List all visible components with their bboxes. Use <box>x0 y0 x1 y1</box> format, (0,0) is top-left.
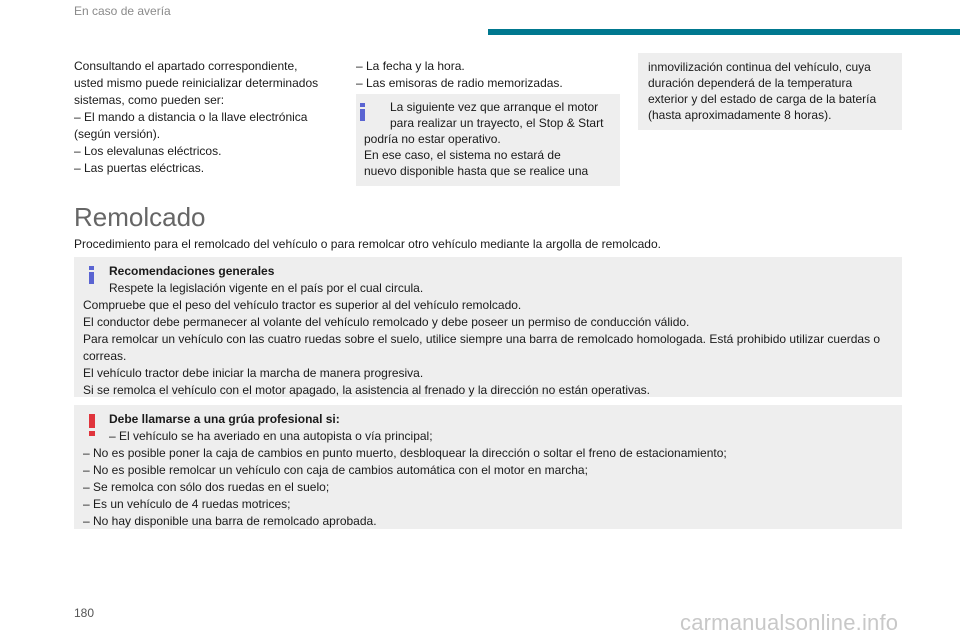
text-line: Compruebe que el peso del vehículo tractor es superior al del vehículo remolcado. <box>83 298 522 312</box>
text-line: exterior y del estado de carga de la batería <box>648 92 877 106</box>
text-line: Si se remolca el vehículo con el motor apagado, la asistencia al frenado y la dirección no están operativas. <box>83 383 650 397</box>
text-line: usted mismo puede reinicializar determinados <box>74 76 319 90</box>
text-line: duración dependerá de la temperatura <box>648 76 853 90</box>
text-line: podría no estar operativo. <box>364 132 501 146</box>
text-line: – No es posible poner la caja de cambios en punto muerto, desbloquear la dirección o soltar el freno de estacionamiento; <box>83 446 727 460</box>
running-header: En caso de avería <box>74 4 171 18</box>
immobilization-info-box <box>638 53 902 130</box>
text-line: correas. <box>83 349 127 363</box>
text-line: nuevo disponible hasta que se realice una <box>364 164 589 178</box>
section-intro: Procedimiento para el remolcado del vehículo o para remolcar otro vehículo mediante la argolla de remolcado. <box>74 237 661 251</box>
column-2-text <box>356 58 620 92</box>
watermark: carmanualsonline.info <box>680 610 899 635</box>
text-line: – No es posible remolcar un vehículo con caja de cambios automática con el motor en marcha; <box>83 463 588 477</box>
warning-heading: Debe llamarse a una grúa profesional si: <box>109 412 340 426</box>
warning-box <box>74 405 902 529</box>
text-line: – Se remolca con sólo dos ruedas en el suelo; <box>83 480 330 494</box>
warning-text <box>83 411 727 530</box>
text-line: inmovilización continua del vehículo, cuya <box>648 60 871 74</box>
text-line: Respete la legislación vigente en el país por el cual circula. <box>109 281 424 295</box>
text-line: – Las emisoras de radio memorizadas. <box>356 76 563 90</box>
recommendations-heading: Recomendaciones generales <box>109 264 275 278</box>
text-line: – No hay disponible una barra de remolcado aprobada. <box>83 514 377 528</box>
text-line: (hasta aproximadamente 8 horas). <box>648 108 832 122</box>
text-line: El vehículo tractor debe iniciar la marcha de manera progresiva. <box>83 366 424 380</box>
page-number: 180 <box>74 606 95 620</box>
recommendations-box <box>74 257 902 397</box>
section-title: Remolcado <box>74 202 206 232</box>
text-line: sistemas, como pueden ser: <box>74 93 225 107</box>
text-line: para realizar un trayecto, el Stop & Start <box>390 116 604 130</box>
text-line: – Es un vehículo de 4 ruedas motrices; <box>83 497 291 511</box>
text-line: En ese caso, el sistema no estará de <box>364 148 561 162</box>
info-box-text <box>648 59 876 123</box>
header-accent-bar <box>488 29 960 35</box>
text-line: Para remolcar un vehículo con las cuatro ruedas sobre el suelo, utilice siempre una barra de remolcado homologada. Está prohibido utilizar cuerdas o <box>83 332 881 346</box>
text-line: (según versión). <box>74 127 161 141</box>
text-line: – Las puertas eléctricas. <box>74 161 205 175</box>
text-line: El conductor debe permanecer al volante del vehículo remolcado y debe poseer un permiso de conducción válido. <box>83 315 690 329</box>
text-line: – La fecha y la hora. <box>356 59 465 73</box>
info-box-text <box>364 99 603 179</box>
stop-start-info-box <box>356 94 620 186</box>
text-line: – Los elevalunas eléctricos. <box>74 144 222 158</box>
text-line: – El vehículo se ha averiado en una autopista o vía principal; <box>109 429 433 443</box>
text-line: – El mando a distancia o la llave electrónica <box>74 110 308 124</box>
text-line: Consultando el apartado correspondiente, <box>74 59 298 73</box>
column-1-text <box>74 58 344 177</box>
text-line: La siguiente vez que arranque el motor <box>390 100 599 114</box>
recommendations-text <box>83 263 880 399</box>
